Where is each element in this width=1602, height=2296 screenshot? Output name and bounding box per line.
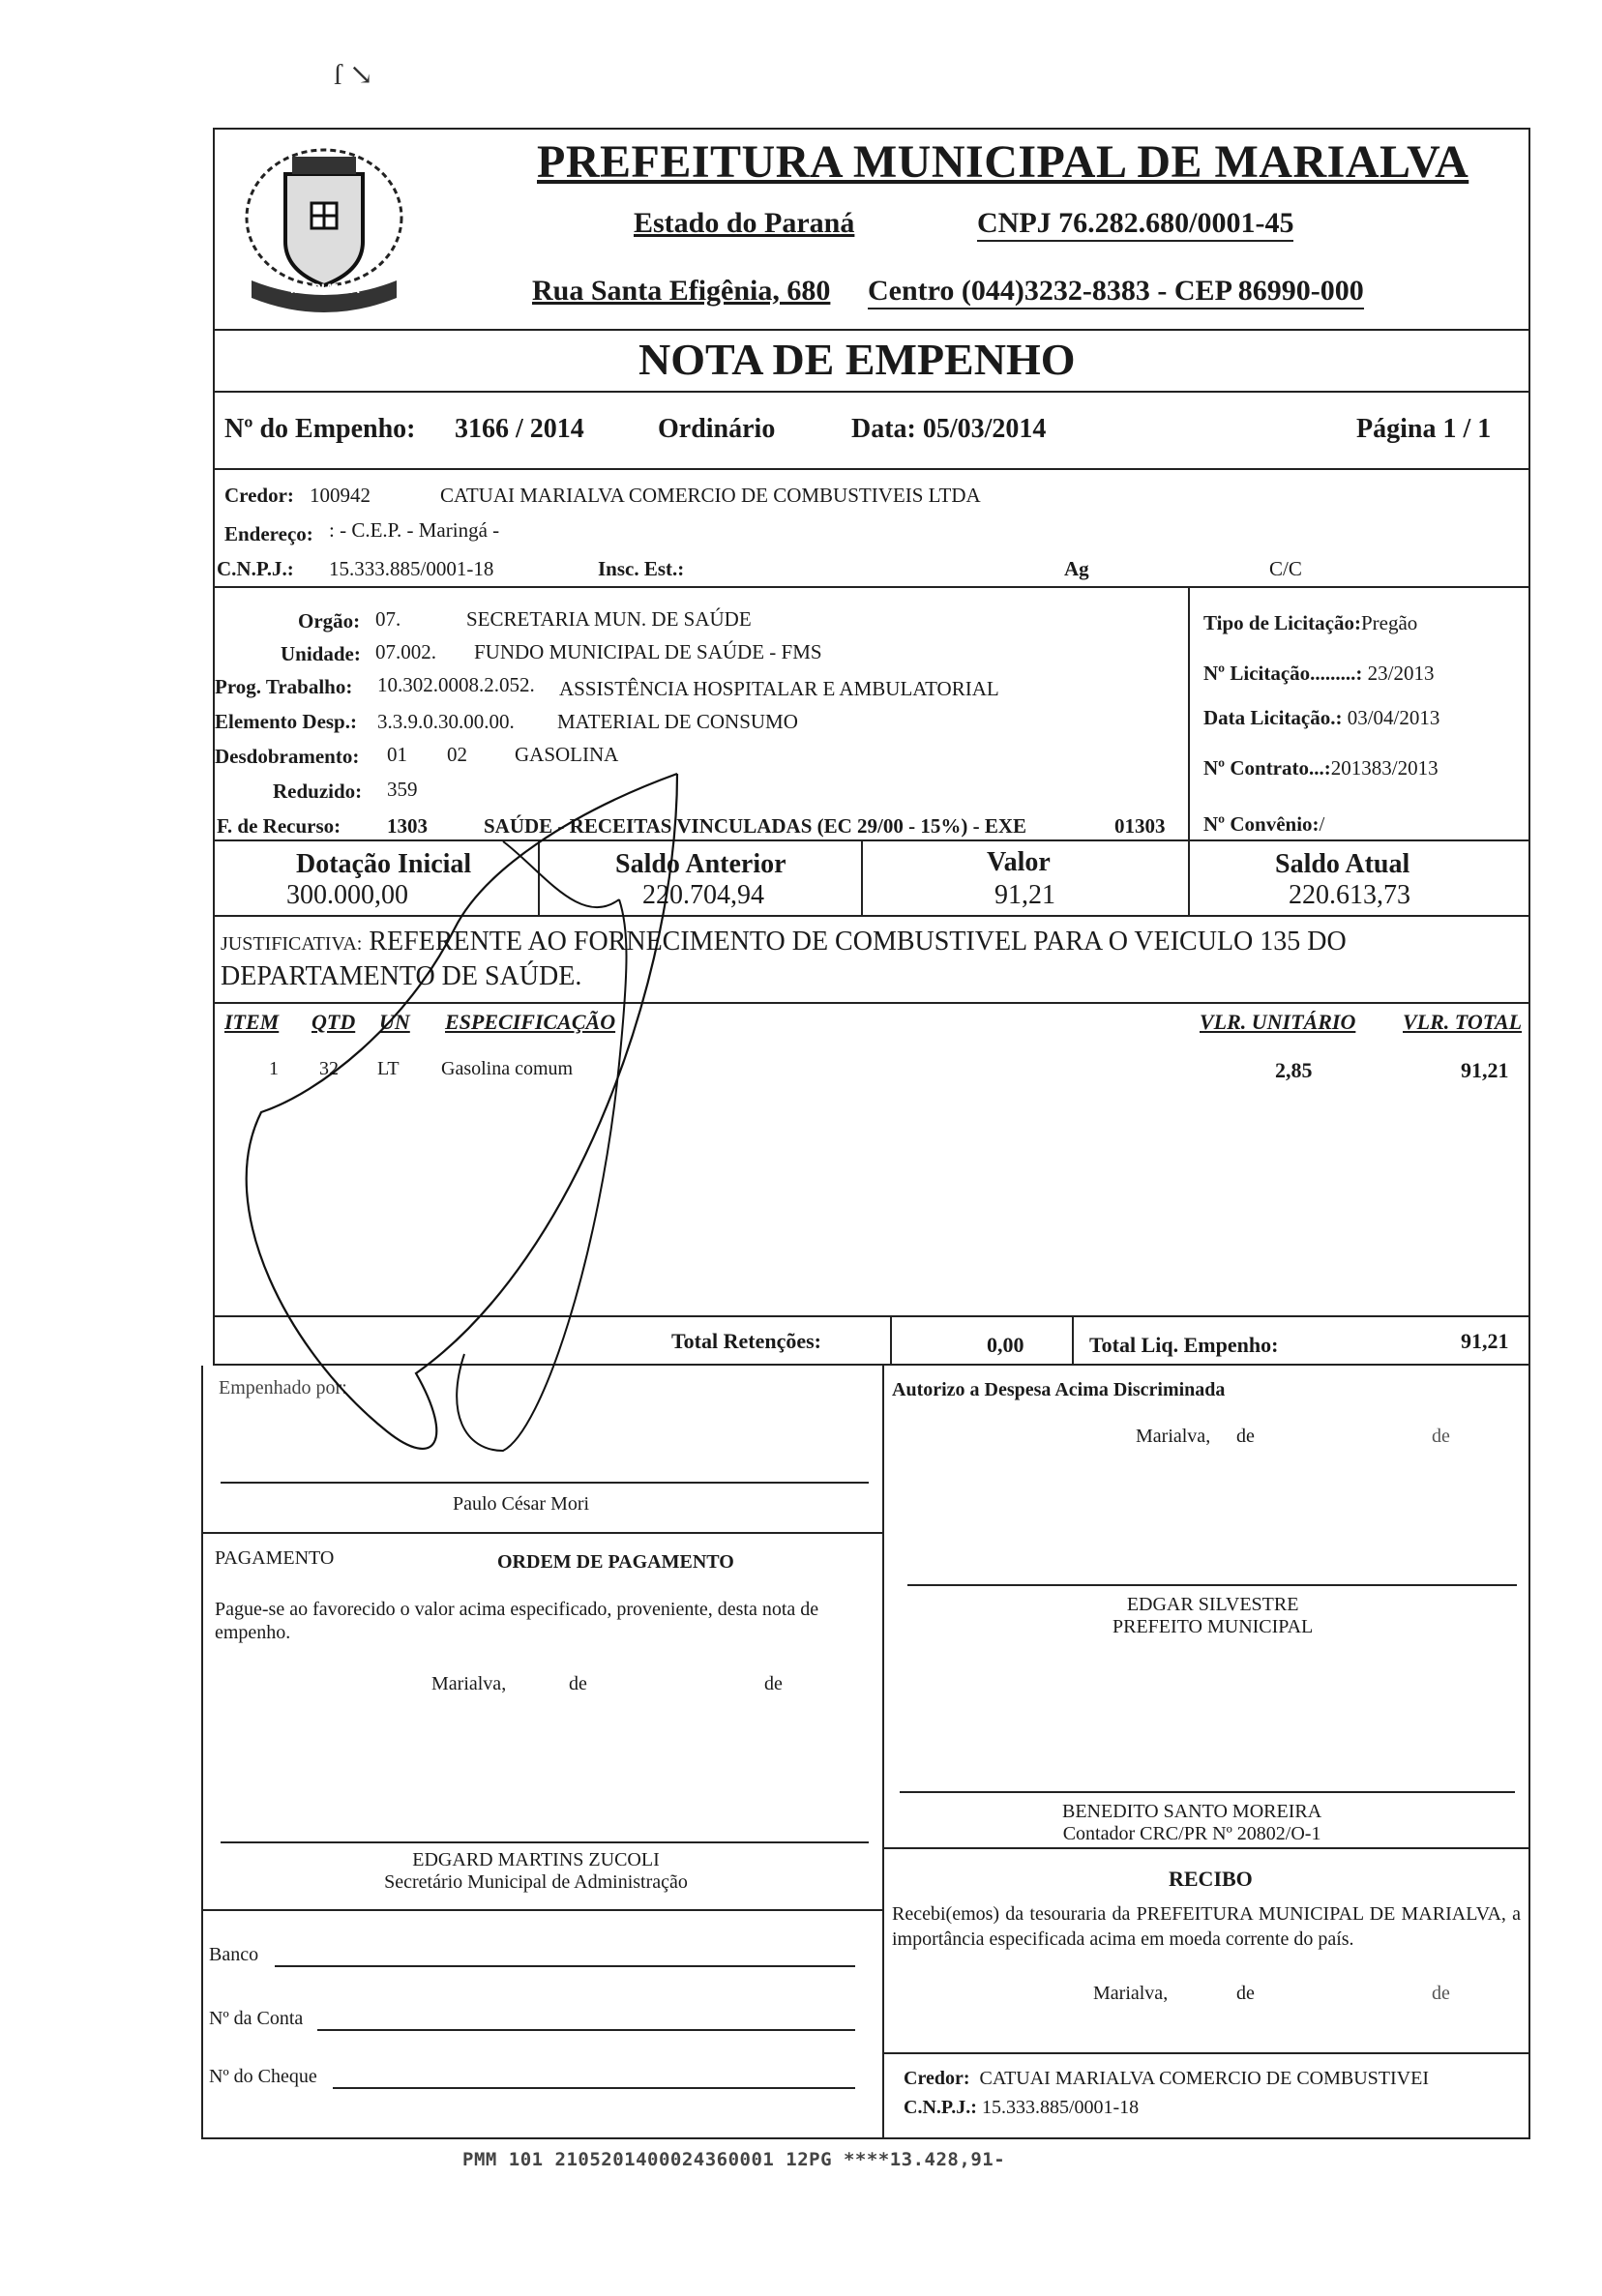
autorizo-de-1: de bbox=[1236, 1426, 1255, 1447]
liquido-label: Total Liq. Empenho: bbox=[1089, 1333, 1279, 1357]
convenio-label: Nº Convênio: bbox=[1203, 812, 1320, 836]
pagamento-label: PAGAMENTO bbox=[215, 1547, 335, 1569]
dotacao-inicial-value: 300.000,00 bbox=[286, 880, 408, 910]
saldo-atual-label: Saldo Atual bbox=[1275, 849, 1410, 879]
data-licitacao bbox=[1203, 706, 1439, 730]
ordem-pagamento-label: ORDEM DE PAGAMENTO bbox=[497, 1551, 734, 1573]
dotacao-inicial-label: Dotação Inicial bbox=[296, 849, 472, 879]
orgao-name: SECRETARIA MUN. DE SAÚDE bbox=[466, 607, 752, 631]
recibo-de-2: de bbox=[1432, 1983, 1450, 2004]
pagamento-place: Marialva, bbox=[431, 1673, 507, 1694]
col-especificacao: ESPECIFICAÇÃO bbox=[445, 1010, 616, 1034]
prog-label: Prog. Trabalho: bbox=[215, 675, 353, 698]
divider bbox=[201, 1532, 882, 1534]
elemento-code: 3.3.9.0.30.00.00. bbox=[377, 710, 515, 733]
municipal-crest bbox=[232, 135, 416, 324]
convenio-value: / bbox=[1319, 812, 1325, 836]
divider bbox=[1188, 586, 1190, 841]
orgao-label: Orgão: bbox=[298, 609, 361, 633]
signature-line bbox=[907, 1584, 1517, 1586]
credor-footer-cnpj bbox=[904, 2097, 1139, 2119]
conta-field bbox=[317, 2029, 855, 2031]
numero-licitacao-value: 23/2013 bbox=[1367, 662, 1435, 685]
credor-footer bbox=[904, 2068, 1429, 2090]
tipo-licitacao bbox=[1203, 611, 1417, 635]
secretario-name: EDGARD MARTINS ZUCOLI bbox=[412, 1849, 660, 1870]
contrato-label: Nº Contrato...: bbox=[1203, 756, 1331, 780]
items-box bbox=[213, 1002, 1530, 1317]
divider bbox=[538, 841, 540, 917]
col-item: ITEM bbox=[224, 1010, 280, 1034]
address-label: Endereço: bbox=[224, 522, 313, 545]
page-title: PREFEITURA MUNICIPAL DE MARIALVA bbox=[537, 136, 1469, 188]
banco-field bbox=[275, 1965, 855, 1967]
credor-address: : - C.E.P. - Maringá - bbox=[329, 518, 500, 542]
autorizo-place: Marialva, bbox=[1136, 1426, 1211, 1447]
recurso-code: 1303 bbox=[387, 814, 428, 838]
prefeito-role: PREFEITO MUNICIPAL bbox=[1112, 1616, 1314, 1637]
unidade-code: 07.002. bbox=[375, 640, 436, 663]
item-number: 1 bbox=[269, 1058, 279, 1079]
totals-row bbox=[213, 1317, 1530, 1366]
saldo-anterior-label: Saldo Anterior bbox=[615, 849, 786, 879]
recurso-code-2: 01303 bbox=[1114, 814, 1166, 838]
elemento-label: Elemento Desp.: bbox=[215, 710, 357, 733]
credor-footer-cnpj-value: 15.333.885/0001-18 bbox=[981, 2097, 1140, 2118]
empenhado-label: Empenhado por: bbox=[219, 1377, 347, 1398]
contrato-value: 201383/2013 bbox=[1330, 756, 1439, 780]
divider bbox=[1188, 841, 1190, 917]
reduzido-value: 359 bbox=[387, 778, 418, 801]
item-unit-value: 2,85 bbox=[1275, 1058, 1313, 1082]
empenho-date: Data: 05/03/2014 bbox=[851, 414, 1047, 444]
cnpj-label: C.N.P.J.: bbox=[217, 557, 294, 580]
divider bbox=[861, 841, 863, 917]
contador-signature bbox=[1062, 1801, 1321, 1845]
divider bbox=[890, 1317, 892, 1366]
credor-label: Credor: bbox=[224, 484, 294, 507]
crest-banner-text: MARIALVA bbox=[290, 280, 360, 296]
barcode-text: PMM 101 2105201400024360001 12PG ****13.428,91- bbox=[462, 2149, 1006, 2170]
retencoes-value: 0,00 bbox=[987, 1333, 1024, 1357]
divider bbox=[201, 1909, 882, 1911]
cheque-field bbox=[333, 2087, 855, 2089]
col-vlr-total: VLR. TOTAL bbox=[1403, 1010, 1523, 1034]
prefeito-name: EDGAR SILVESTRE bbox=[1126, 1594, 1299, 1615]
credor-footer-name: CATUAI MARIALVA COMERCIO DE COMBUSTIVEI bbox=[979, 2068, 1429, 2089]
pagamento-text: Pague-se ao favorecido o valor acima especificado, proveniente, desta nota de empenho. bbox=[215, 1599, 819, 1643]
recibo-de-1: de bbox=[1236, 1983, 1255, 2004]
convenio bbox=[1203, 812, 1324, 837]
contrato bbox=[1203, 756, 1439, 780]
valor-label: Valor bbox=[987, 847, 1051, 877]
document-title: NOTA DE EMPENHO bbox=[638, 335, 1076, 384]
signature-line bbox=[221, 1482, 869, 1484]
state-name: Estado do Paraná bbox=[634, 207, 855, 239]
col-vlr-unitario: VLR. UNITÁRIO bbox=[1200, 1010, 1356, 1034]
prog-code: 10.302.0008.2.052. bbox=[377, 673, 535, 696]
credor-cnpj: 15.333.885/0001-18 bbox=[329, 557, 494, 580]
prefeito-signature bbox=[1112, 1594, 1313, 1638]
valor-value: 91,21 bbox=[994, 880, 1055, 910]
empenho-number: 3166 / 2014 bbox=[455, 414, 584, 444]
insc-est-label: Insc. Est.: bbox=[598, 557, 685, 580]
saldo-atual-value: 220.613,73 bbox=[1289, 880, 1410, 910]
recurso-label: F. de Recurso: bbox=[217, 814, 341, 838]
col-un: UN bbox=[379, 1010, 410, 1034]
signature-line bbox=[221, 1841, 869, 1843]
scan-marks: ſ ↘ bbox=[334, 59, 373, 91]
elemento-name: MATERIAL DE CONSUMO bbox=[557, 710, 798, 733]
item-spec: Gasolina comum bbox=[441, 1058, 574, 1079]
desdobramento-a: 01 bbox=[387, 743, 407, 766]
recibo-title: RECIBO bbox=[1169, 1867, 1253, 1891]
recibo-place: Marialva, bbox=[1093, 1983, 1169, 2004]
desdobramento-label: Desdobramento: bbox=[215, 745, 360, 768]
header-contact: Centro (044)3232-8383 - CEP 86990-000 bbox=[868, 275, 1364, 309]
credor-name: CATUAI MARIALVA COMERCIO DE COMBUSTIVEIS LTDA bbox=[440, 484, 981, 507]
justificativa-label: JUSTIFICATIVA: bbox=[221, 933, 363, 955]
pagamento-de-1: de bbox=[569, 1673, 587, 1694]
retencoes-label: Total Retenções: bbox=[671, 1329, 821, 1353]
autorizo-de-2: de bbox=[1432, 1426, 1450, 1447]
empenho-type: Ordinário bbox=[658, 414, 776, 444]
data-licitacao-value: 03/04/2013 bbox=[1347, 706, 1440, 729]
divider bbox=[882, 2052, 1530, 2054]
empenho-number-label: Nº do Empenho: bbox=[224, 414, 416, 444]
cc-label: C/C bbox=[1269, 557, 1302, 580]
signature-line bbox=[900, 1791, 1515, 1793]
conta-label: Nº da Conta bbox=[209, 2008, 304, 2029]
cheque-label: Nº do Cheque bbox=[209, 2066, 317, 2087]
recurso-name: SAÚDE - RECEITAS VINCULADAS (EC 29/00 - 15%) - EXE bbox=[484, 814, 1027, 838]
item-un: LT bbox=[377, 1058, 400, 1079]
desdobramento-b: 02 bbox=[447, 743, 467, 766]
empenhado-signer: Paulo César Mori bbox=[453, 1493, 590, 1515]
justificativa-line-1 bbox=[221, 927, 1347, 957]
contador-name: BENEDITO SANTO MOREIRA bbox=[1062, 1801, 1322, 1822]
recibo-text: Recebi(emos) da tesouraria da PREFEITURA MUNICIPAL DE MARIALVA, a importância especificada acima em moeda corrente do país. bbox=[892, 1903, 1521, 1950]
item-total-value: 91,21 bbox=[1461, 1058, 1509, 1082]
desdobramento-name: GASOLINA bbox=[515, 743, 619, 766]
ag-label: Ag bbox=[1064, 557, 1089, 580]
justificativa-text-2: DEPARTAMENTO DE SAÚDE. bbox=[221, 961, 582, 991]
autorizo-label: Autorizo a Despesa Acima Discriminada bbox=[892, 1379, 1226, 1400]
col-qtd: QTD bbox=[312, 1010, 356, 1034]
contador-role: Contador CRC/PR Nº 20802/O-1 bbox=[1062, 1823, 1321, 1844]
credor-code: 100942 bbox=[310, 484, 371, 507]
tipo-licitacao-label: Tipo de Licitação: bbox=[1203, 611, 1361, 634]
header-cnpj: CNPJ 76.282.680/0001-45 bbox=[977, 207, 1293, 242]
divider bbox=[882, 1366, 884, 2139]
unidade-label: Unidade: bbox=[281, 642, 361, 665]
secretario-signature bbox=[364, 1849, 708, 1894]
liquido-value: 91,21 bbox=[1461, 1329, 1509, 1353]
secretario-role: Secretário Municipal de Administração bbox=[384, 1871, 688, 1893]
reduzido-label: Reduzido: bbox=[273, 780, 363, 803]
saldo-anterior-value: 220.704,94 bbox=[642, 880, 764, 910]
divider bbox=[1072, 1317, 1074, 1366]
page-indicator: Página 1 / 1 bbox=[1356, 414, 1492, 444]
credor-footer-cnpj-label: C.N.P.J.: bbox=[904, 2097, 977, 2118]
item-qtd: 32 bbox=[319, 1058, 339, 1079]
credor-footer-label: Credor: bbox=[904, 2068, 970, 2089]
header-address: Rua Santa Efigênia, 680 bbox=[532, 275, 831, 307]
divider bbox=[882, 1847, 1530, 1849]
justificativa-text-1: REFERENTE AO FORNECIMENTO DE COMBUSTIVEL PARA O VEICULO 135 DO bbox=[369, 927, 1347, 957]
pagamento-de-2: de bbox=[764, 1673, 783, 1694]
unidade-name: FUNDO MUNICIPAL DE SAÚDE - FMS bbox=[474, 640, 822, 663]
numero-licitacao bbox=[1203, 662, 1435, 686]
prog-name: ASSISTÊNCIA HOSPITALAR E AMBULATORIAL bbox=[559, 677, 999, 700]
orgao-code: 07. bbox=[375, 607, 401, 631]
banco-label: Banco bbox=[209, 1944, 259, 1965]
tipo-licitacao-value: Pregão bbox=[1360, 611, 1418, 634]
numero-licitacao-label: Nº Licitação.........: bbox=[1203, 662, 1363, 685]
data-licitacao-label: Data Licitação.: bbox=[1203, 706, 1343, 729]
